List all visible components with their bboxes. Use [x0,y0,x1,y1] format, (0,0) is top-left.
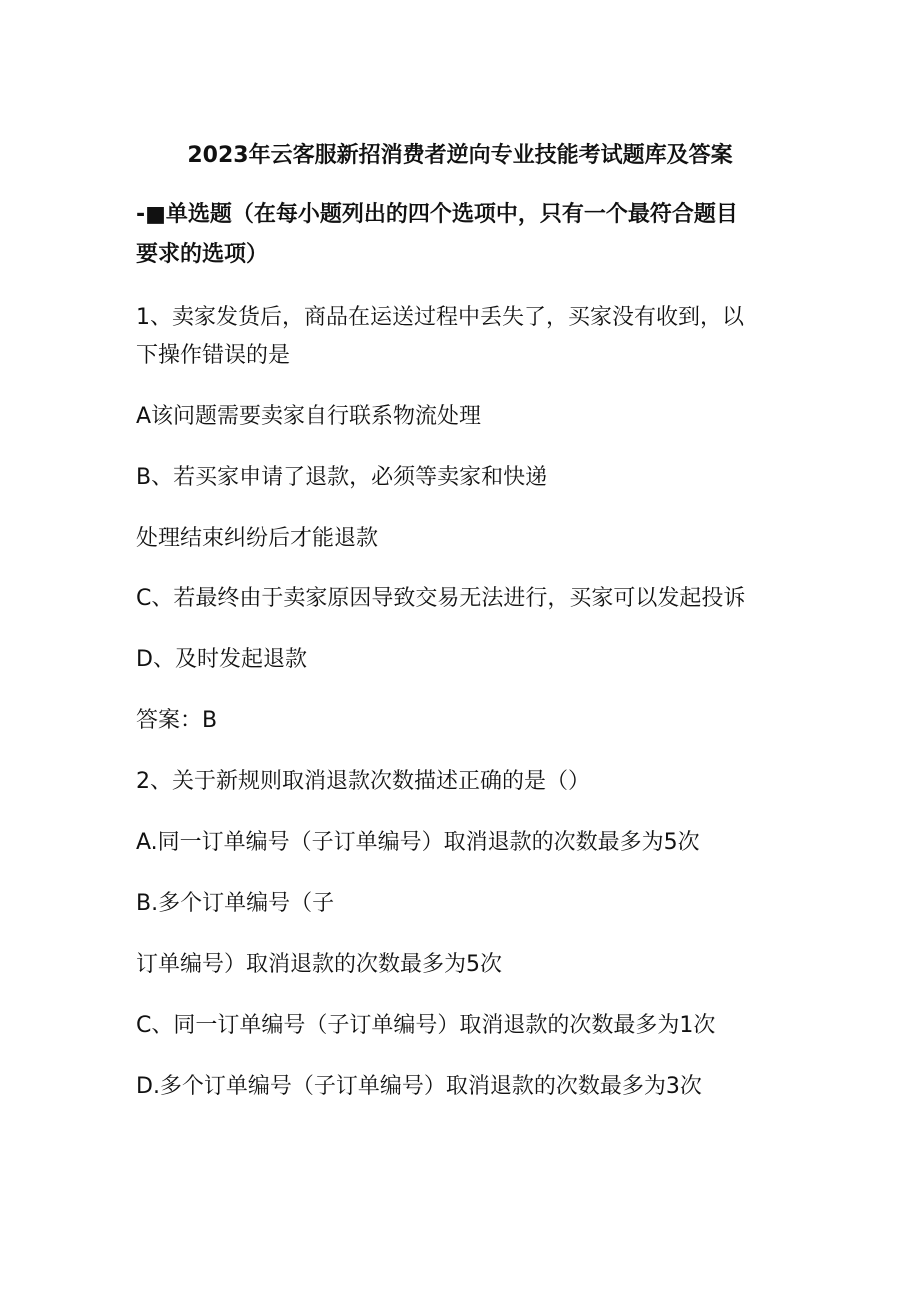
question-1-option-a: A该问题需要卖家自行联系物流处理 [136,404,482,429]
question-2-option-b-line-1: B.多个订单编号（子 [136,891,335,916]
question-1-option-c: C、若最终由于卖家原因导致交易无法进行，买家可以发起投诉 [136,586,746,611]
question-1-stem-line-1: 1、卖家发货后，商品在运送过程中丢失了，买家没有收到，以 [136,305,744,330]
document-title: 2023年云客服新招消费者逆向专业技能考试题库及答案 [187,143,733,168]
question-1-option-b-line-2: 处理结束纠纷后才能退款 [136,526,379,551]
question-1-answer: 答案：B [136,708,218,733]
question-2-option-c: C、同一订单编号（子订单编号）取消退款的次数最多为1次 [136,1013,716,1038]
section-heading-line-1: -■单选题（在每小题列出的四个选项中，只有一个最符合题目 [136,202,738,227]
question-1-option-b-line-1: B、若买家申请了退款，必须等卖家和快递 [136,465,548,490]
question-1-stem-line-2: 下操作错误的是 [136,343,291,368]
section-heading-line-2: 要求的选项） [136,242,269,267]
question-2-option-b-line-2: 订单编号）取消退款的次数最多为5次 [136,952,502,977]
question-2-stem: 2、关于新规则取消退款次数描述正确的是（） [136,769,590,794]
question-2-option-a: A.同一订单编号（子订单编号）取消退款的次数最多为5次 [136,830,700,855]
question-1-option-d: D、及时发起退款 [136,647,307,672]
question-2-option-d: D.多个订单编号（子订单编号）取消退款的次数最多为3次 [136,1074,702,1099]
